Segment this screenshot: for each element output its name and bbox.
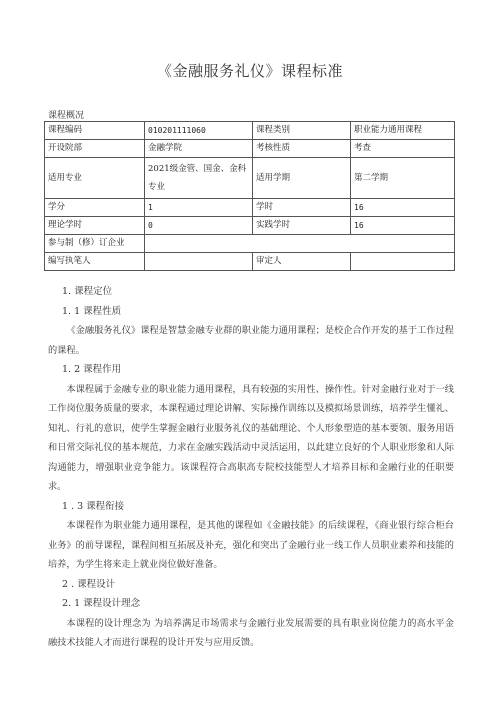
- table-cell: 编写执笔人: [45, 253, 145, 271]
- section-heading: 1. 1 课程性质: [62, 305, 122, 317]
- table-cell: 16: [351, 217, 455, 235]
- section-heading: 1. 2 课程作用: [62, 364, 122, 375]
- table-cell: 职业能力通用课程: [351, 122, 455, 140]
- table-cell: [351, 253, 455, 271]
- table-cell: 开设院部: [45, 140, 145, 158]
- section-heading: 2. 1 课程设计理念: [62, 598, 141, 609]
- section-heading: 1. 课程定位: [62, 286, 113, 297]
- table-row: [45, 253, 455, 271]
- paragraph: 《金融服务礼仪》课程是智慧金融专业群的职业能力通用课程；是校企合作开发的基于工作过程的课程。: [48, 325, 454, 356]
- section-heading: 1 . 3 课程衔接: [62, 500, 125, 512]
- table-row: [45, 140, 455, 158]
- table-cell: 考核性质: [253, 140, 351, 158]
- table-cell: 学时: [253, 199, 351, 217]
- table-cell: 1: [145, 199, 253, 217]
- table-cell: 第二学期: [351, 158, 455, 199]
- table-cell: 适用学期: [253, 158, 351, 199]
- table-cell: 审定人: [253, 253, 351, 271]
- paragraph: 本课程的设计理念为 为培养满足市场需求与金融行业发展需要的具有职业岗位能力的高水平金融技术技能人才而进行课程的设计开发与应用反馈。: [48, 617, 454, 648]
- table-cell: 理论学时: [45, 217, 145, 235]
- table-cell: 金融学院: [145, 140, 253, 158]
- table-row: [45, 199, 455, 217]
- table-cell: 2021级金管、国金、金科专业: [145, 158, 253, 199]
- table-cell: 考查: [351, 140, 455, 158]
- table-row: [45, 217, 455, 235]
- table-row: [45, 122, 455, 140]
- table-cell: 实践学时: [253, 217, 351, 235]
- table-cell: 参与制（修）订企业: [45, 235, 145, 253]
- table-row: [45, 158, 455, 199]
- table-cell: 课程编码: [45, 122, 145, 140]
- table-row: [45, 235, 455, 253]
- overview-label: 课程概况: [48, 111, 85, 121]
- table-cell: [145, 253, 253, 271]
- document-body: [48, 282, 454, 653]
- table-cell: 适用专业: [45, 158, 145, 199]
- course-info-table: [44, 121, 455, 271]
- table-cell: 0: [145, 217, 253, 235]
- paragraph: 本课程属于金融专业的职业能力通用课程，具有较强的实用性、操作性。针对金融行业对于一线工作岗位服务质量的要求，本课程通过理论讲解、实际操作训练以及模拟场景训练，培养学生懂礼、知礼、行礼的意识，使学生掌握金融行业服务礼仪的基础理论、个人形象塑造的基本要领、服务用语和日常交际礼仪的基本规范，力求在金融实践活动中灵活运用，以此建立良好的个人职业形象和人际沟通能力，增强职业竞争能力。该课程符合高职高专院校技能型人才培养目标和金融行业的任职要求。: [48, 383, 454, 492]
- table-cell: 010201111060: [145, 122, 253, 140]
- paragraph: 本课程作为职业能力通用课程，是其他的课程如《金融技能》的后续课程，《商业银行综合柜台业务》的前导课程，课程间相互拓展及补充，强化和突出了金融行业一线工作人员职业素养和技能的培养，为学生将来走上就业岗位做好准备。: [48, 520, 454, 570]
- page-title: 《金融服务礼仪》课程标准: [156, 62, 343, 80]
- table-cell: [145, 235, 455, 253]
- table-cell: 学分: [45, 199, 145, 217]
- table-cell: 16: [351, 199, 455, 217]
- section-heading: 2 . 课程设计: [62, 578, 116, 590]
- table-cell: 课程类别: [253, 122, 351, 140]
